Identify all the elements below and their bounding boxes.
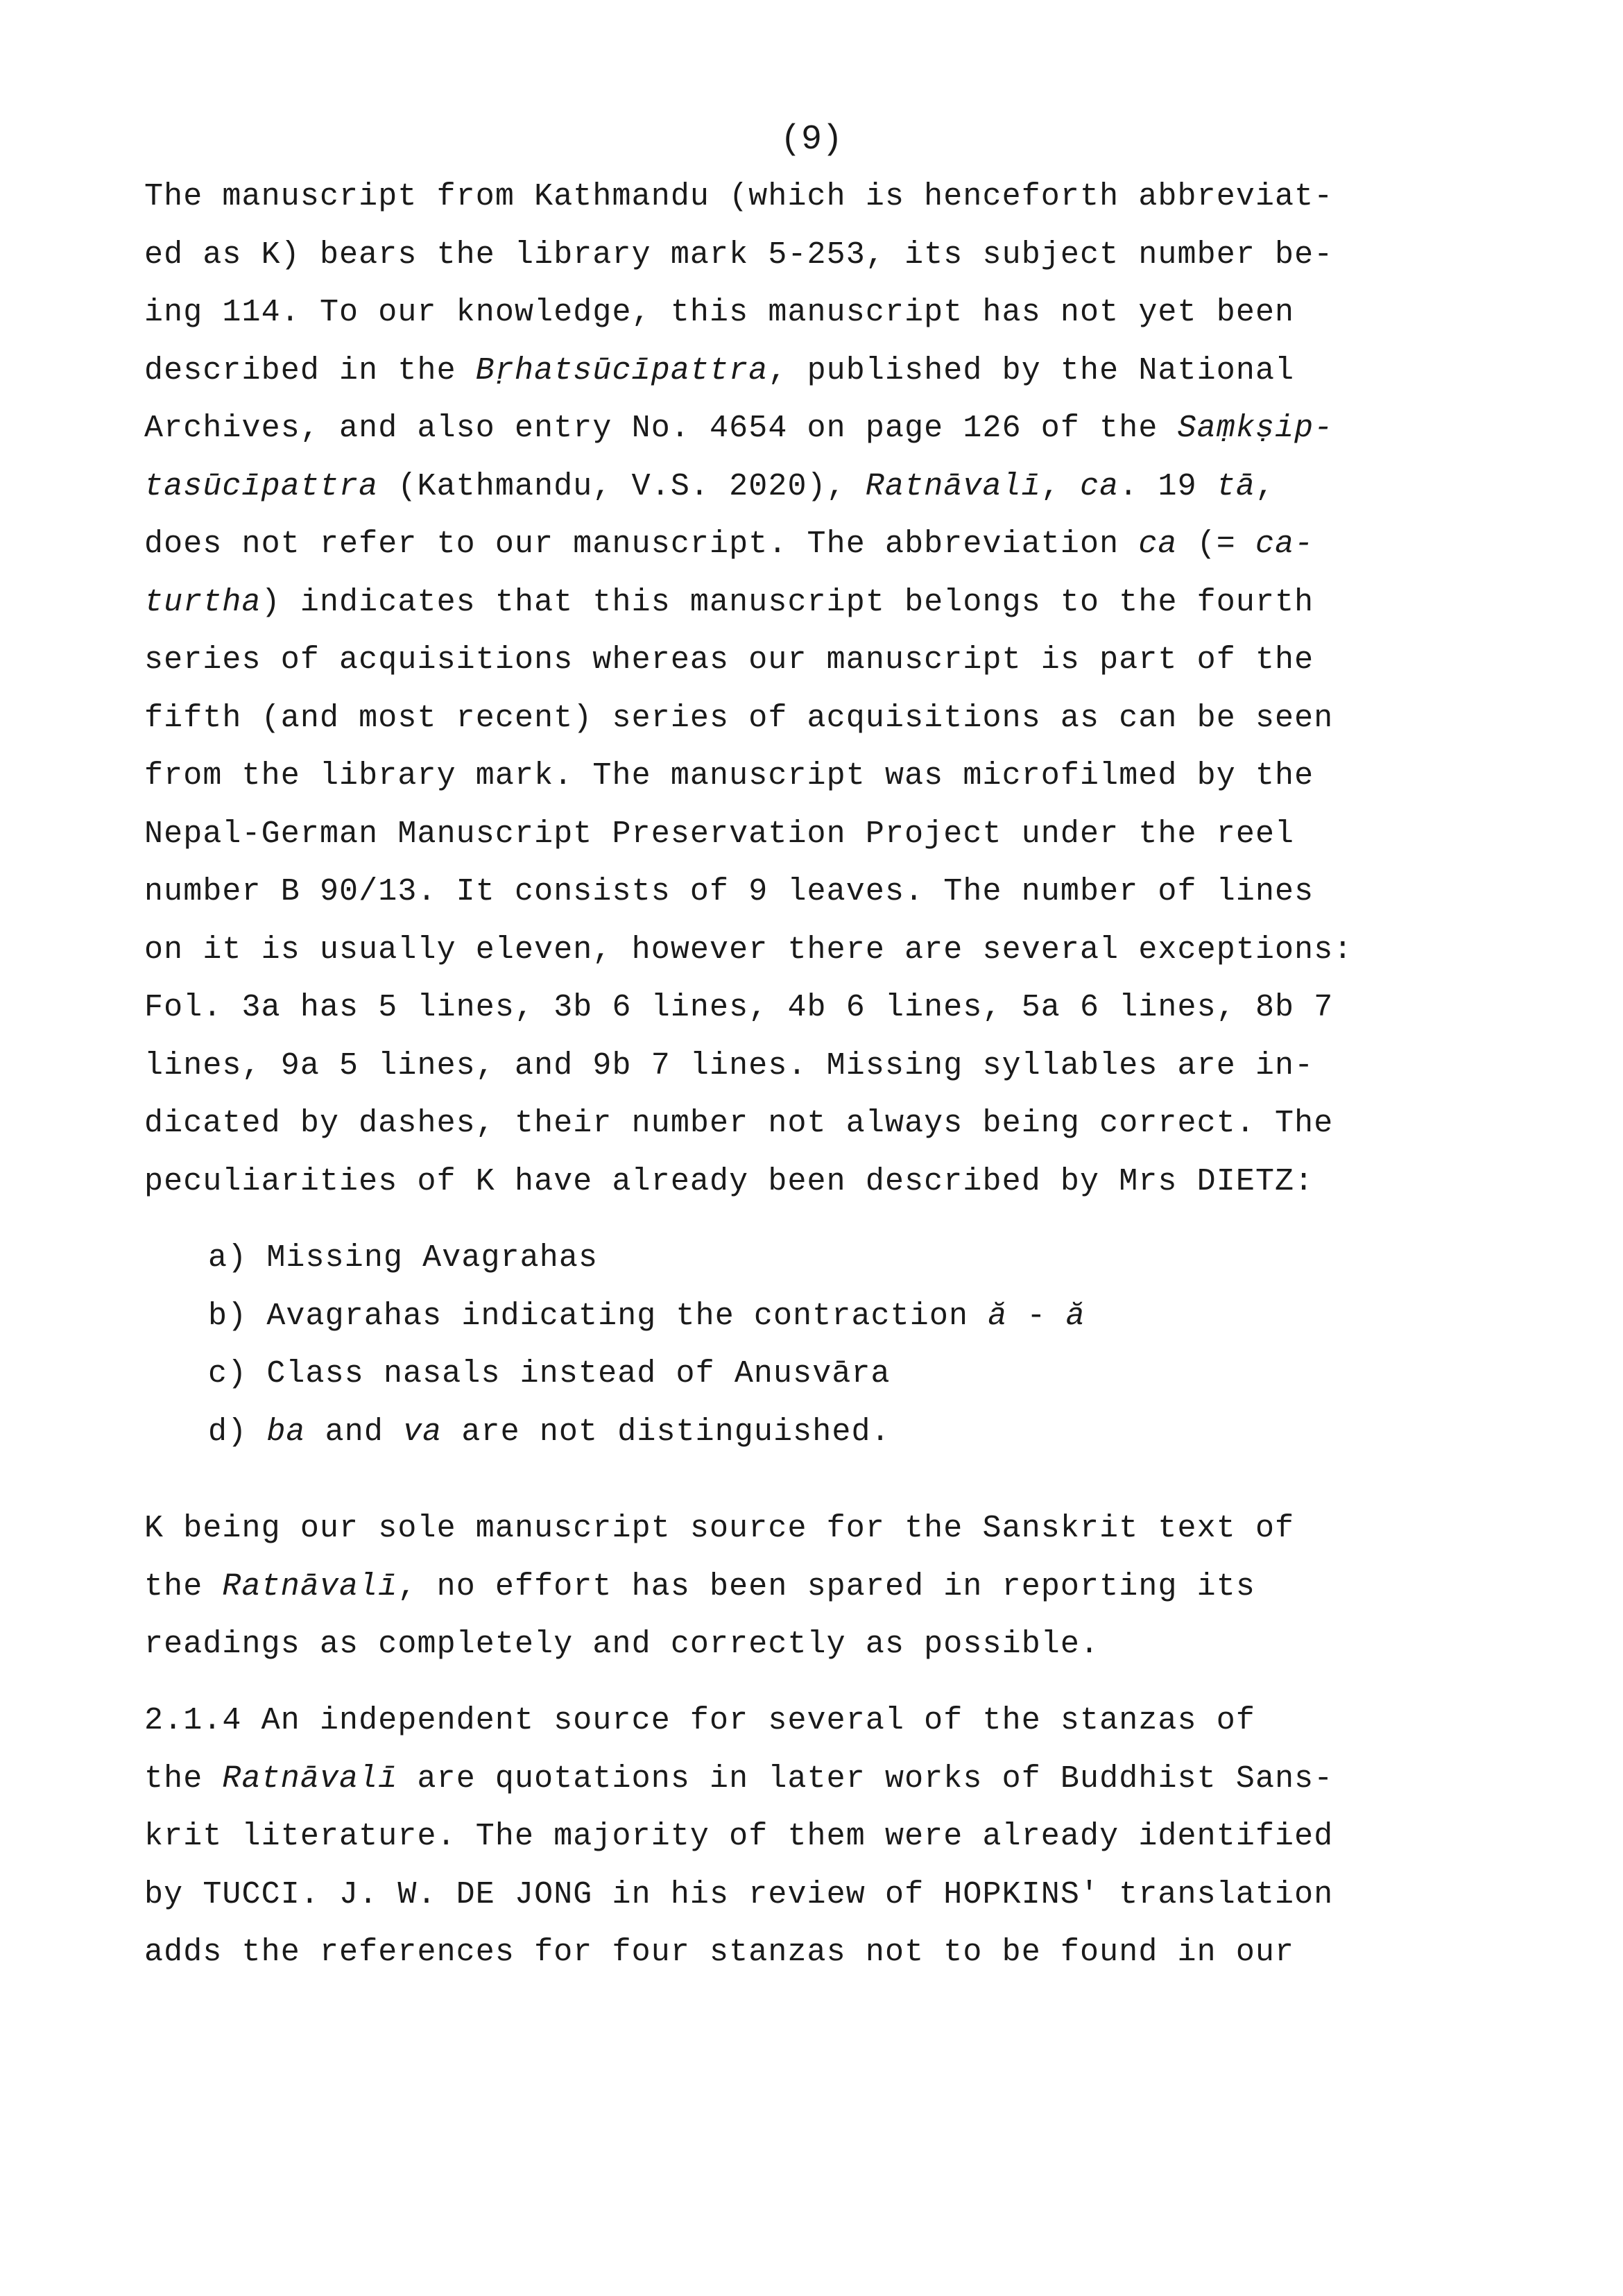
- paragraph-line: Archives, and also entry No. 4654 on page 126 of the Saṃkṣip-: [144, 411, 1334, 446]
- page-number: (9): [780, 120, 843, 160]
- paragraph-line: K being our sole manuscript source for the Sanskrit text of: [144, 1511, 1295, 1546]
- italic-term: va: [403, 1414, 443, 1450]
- list-item: b) Avagrahas indicating the contraction ă - ă: [208, 1298, 1085, 1334]
- paragraph-line: described in the Bṛhatsūcīpattra, published by the National: [144, 352, 1295, 388]
- italic-term: ă: [988, 1298, 1008, 1334]
- paragraph-line: ed as K) bears the library mark 5-253, its subject number be-: [144, 237, 1334, 273]
- italic-term: Ratnāvalī: [222, 1760, 398, 1797]
- italic-term: Saṃkṣip-: [1177, 411, 1334, 446]
- list-item: a) Missing Avagrahas: [208, 1240, 599, 1276]
- paragraph-line: Nepal-German Manuscript Preservation Project under the reel: [144, 816, 1295, 852]
- paragraph-line: 2.1.4 An independent source for several of the stanzas of: [144, 1703, 1255, 1738]
- paragraph-line: Fol. 3a has 5 lines, 3b 6 lines, 4b 6 lines, 5a 6 lines, 8b 7: [144, 990, 1334, 1025]
- italic-term: tasūcīpattra: [144, 468, 379, 504]
- paragraph-line: The manuscript from Kathmandu (which is henceforth abbreviat-: [144, 179, 1334, 214]
- paragraph-line: ing 114. To our knowledge, this manuscript has not yet been: [144, 295, 1295, 330]
- paragraph-line: adds the references for four stanzas not to be found in our: [144, 1935, 1295, 1970]
- paragraph-line: the Ratnāvalī are quotations in later works of Buddhist Sans-: [144, 1760, 1334, 1797]
- paragraph-line: number B 90/13. It consists of 9 leaves. The number of lines: [144, 874, 1314, 909]
- italic-term: ca: [1080, 468, 1119, 504]
- italic-term: ca: [1138, 526, 1178, 562]
- paragraph-line: from the library mark. The manuscript was microfilmed by the: [144, 758, 1314, 794]
- italic-term: Ratnāvalī: [222, 1568, 398, 1604]
- paragraph-line: lines, 9a 5 lines, and 9b 7 lines. Missing syllables are in-: [144, 1047, 1314, 1083]
- paragraph-line: the Ratnāvalī, no effort has been spared in reporting its: [144, 1568, 1255, 1604]
- italic-term: tā: [1216, 468, 1256, 504]
- paragraph-line: by TUCCI. J. W. DE JONG in his review of HOPKINS' translation: [144, 1876, 1334, 1912]
- italic-term: turtha: [144, 584, 261, 620]
- paragraph-line: on it is usually eleven, however there are several exceptions:: [144, 932, 1353, 968]
- italic-term: ă: [1065, 1298, 1085, 1334]
- paragraph-line: tasūcīpattra (Kathmandu, V.S. 2020), Ratnāvalī, ca. 19 tā,: [144, 468, 1276, 504]
- italic-term: Bṛhatsūcīpattra: [475, 352, 768, 388]
- italic-term: ba: [266, 1414, 306, 1450]
- italic-term: Ratnāvalī: [865, 468, 1041, 504]
- paragraph-line: readings as completely and correctly as possible.: [144, 1627, 1100, 1662]
- list-item: d) ba and va are not distinguished.: [208, 1414, 891, 1450]
- paragraph-line: dicated by dashes, their number not always being correct. The: [144, 1106, 1334, 1141]
- paragraph-line: turtha) indicates that this manuscript belongs to the fourth: [144, 584, 1314, 620]
- list-item: c) Class nasals instead of Anusvāra: [208, 1356, 891, 1391]
- paragraph-line: krit literature. The majority of them were already identified: [144, 1819, 1334, 1854]
- italic-term: ca-: [1255, 526, 1314, 562]
- paragraph-line: series of acquisitions whereas our manuscript is part of the: [144, 642, 1314, 678]
- paragraph-line: fifth (and most recent) series of acquisitions as can be seen: [144, 700, 1334, 736]
- paragraph-line: peculiarities of K have already been described by Mrs DIETZ:: [144, 1163, 1314, 1199]
- paragraph-line: does not refer to our manuscript. The abbreviation ca (= ca-: [144, 526, 1314, 562]
